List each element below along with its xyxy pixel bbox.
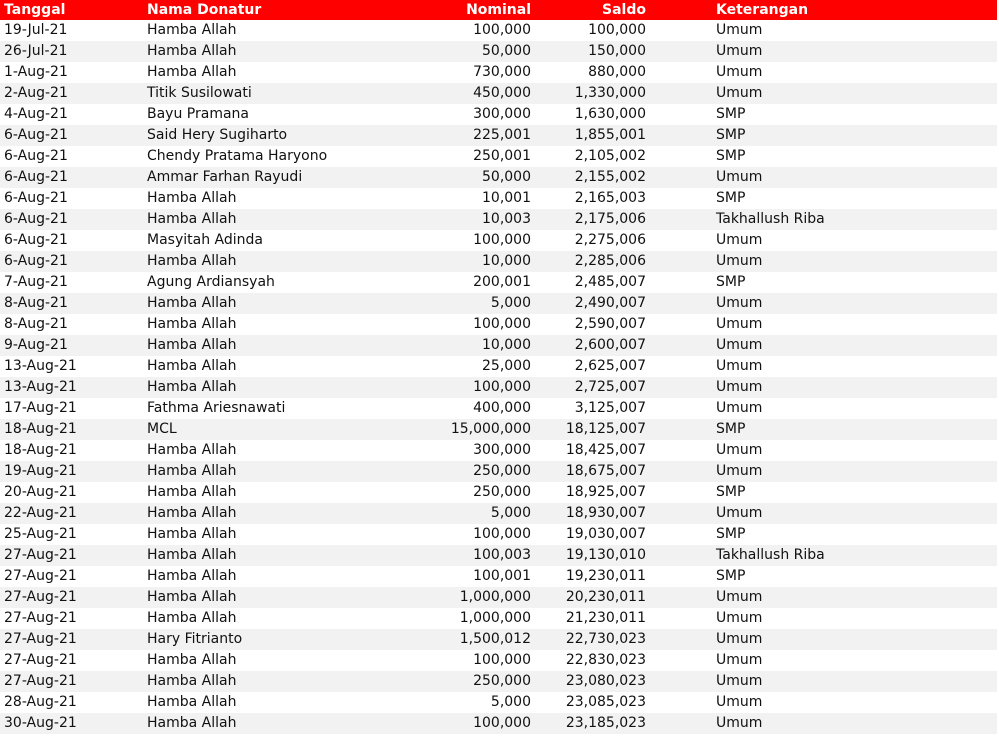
cell-nama-donatur[interactable]: Agung Ardiansyah: [147, 274, 275, 290]
cell-keterangan[interactable]: Umum: [716, 169, 763, 185]
cell-saldo[interactable]: 3,125,007: [574, 400, 646, 416]
cell-keterangan[interactable]: SMP: [716, 568, 746, 584]
cell-nominal[interactable]: 5,000: [490, 694, 531, 710]
cell-saldo[interactable]: 2,155,002: [574, 169, 646, 185]
table-row[interactable]: [0, 20, 997, 41]
cell-nama-donatur[interactable]: Hamba Allah: [147, 505, 237, 521]
cell-saldo[interactable]: 18,425,007: [565, 442, 646, 458]
cell-tanggal[interactable]: 6-Aug-21: [4, 232, 68, 248]
cell-keterangan[interactable]: Umum: [716, 610, 763, 626]
cell-nama-donatur[interactable]: Masyitah Adinda: [147, 232, 263, 248]
cell-nama-donatur[interactable]: Hamba Allah: [147, 568, 237, 584]
cell-keterangan[interactable]: SMP: [716, 106, 746, 122]
cell-nama-donatur[interactable]: Hamba Allah: [147, 463, 237, 479]
cell-saldo[interactable]: 150,000: [588, 43, 646, 59]
cell-keterangan[interactable]: Umum: [716, 337, 763, 353]
cell-nominal[interactable]: 5,000: [490, 295, 531, 311]
cell-keterangan[interactable]: Umum: [716, 652, 763, 668]
cell-nominal[interactable]: 50,000: [482, 43, 531, 59]
cell-nominal[interactable]: 225,001: [473, 127, 531, 143]
table-row[interactable]: [0, 587, 997, 608]
cell-nama-donatur[interactable]: Hamba Allah: [147, 547, 237, 563]
cell-nama-donatur[interactable]: Said Hery Sugiharto: [147, 127, 288, 143]
cell-saldo[interactable]: 18,925,007: [565, 484, 646, 500]
cell-nominal[interactable]: 250,001: [473, 148, 531, 164]
cell-nama-donatur[interactable]: Hamba Allah: [147, 673, 237, 689]
cell-keterangan[interactable]: Umum: [716, 673, 763, 689]
cell-saldo[interactable]: 20,230,011: [565, 589, 646, 605]
cell-keterangan[interactable]: Takhallush Riba: [716, 211, 825, 227]
table-row[interactable]: [0, 209, 997, 230]
cell-nama-donatur[interactable]: Hamba Allah: [147, 694, 237, 710]
cell-keterangan[interactable]: Umum: [716, 442, 763, 458]
cell-nominal[interactable]: 100,001: [473, 568, 531, 584]
cell-nama-donatur[interactable]: Hamba Allah: [147, 610, 237, 626]
cell-nama-donatur[interactable]: Hamba Allah: [147, 442, 237, 458]
cell-saldo[interactable]: 18,930,007: [565, 505, 646, 521]
cell-nominal[interactable]: 200,001: [473, 274, 531, 290]
cell-nama-donatur[interactable]: Hamba Allah: [147, 358, 237, 374]
cell-keterangan[interactable]: Umum: [716, 589, 763, 605]
cell-keterangan[interactable]: Umum: [716, 85, 763, 101]
header-nama-donatur[interactable]: Nama Donatur: [147, 2, 262, 18]
cell-keterangan[interactable]: Takhallush Riba: [716, 547, 825, 563]
table-row[interactable]: [0, 524, 997, 545]
cell-tanggal[interactable]: 27-Aug-21: [4, 589, 77, 605]
cell-keterangan[interactable]: SMP: [716, 274, 746, 290]
cell-nama-donatur[interactable]: Hary Fitrianto: [147, 631, 243, 647]
cell-nama-donatur[interactable]: Hamba Allah: [147, 316, 237, 332]
table-row[interactable]: [0, 419, 997, 440]
table-row[interactable]: [0, 440, 997, 461]
cell-nominal[interactable]: 100,000: [473, 232, 531, 248]
cell-nominal[interactable]: 100,000: [473, 652, 531, 668]
table-row[interactable]: [0, 398, 997, 419]
cell-nominal[interactable]: 300,000: [473, 442, 531, 458]
cell-saldo[interactable]: 2,485,007: [574, 274, 646, 290]
table-row[interactable]: [0, 188, 997, 209]
table-row[interactable]: [0, 41, 997, 62]
cell-tanggal[interactable]: 19-Aug-21: [4, 463, 77, 479]
cell-saldo[interactable]: 18,125,007: [565, 421, 646, 437]
cell-saldo[interactable]: 2,725,007: [574, 379, 646, 395]
cell-nominal[interactable]: 100,000: [473, 526, 531, 542]
cell-tanggal[interactable]: 18-Aug-21: [4, 421, 77, 437]
cell-tanggal[interactable]: 27-Aug-21: [4, 652, 77, 668]
cell-tanggal[interactable]: 13-Aug-21: [4, 358, 77, 374]
table-row[interactable]: [0, 650, 997, 671]
cell-saldo[interactable]: 880,000: [588, 64, 646, 80]
table-row[interactable]: [0, 713, 997, 734]
cell-nominal[interactable]: 50,000: [482, 169, 531, 185]
cell-saldo[interactable]: 2,625,007: [574, 358, 646, 374]
cell-tanggal[interactable]: 4-Aug-21: [4, 106, 68, 122]
cell-nominal[interactable]: 5,000: [490, 505, 531, 521]
cell-saldo[interactable]: 1,630,000: [574, 106, 646, 122]
cell-tanggal[interactable]: 6-Aug-21: [4, 190, 68, 206]
cell-tanggal[interactable]: 26-Jul-21: [4, 43, 68, 59]
cell-nominal[interactable]: 10,001: [482, 190, 531, 206]
cell-saldo[interactable]: 2,285,006: [574, 253, 646, 269]
cell-keterangan[interactable]: Umum: [716, 64, 763, 80]
cell-nama-donatur[interactable]: Hamba Allah: [147, 253, 237, 269]
cell-tanggal[interactable]: 9-Aug-21: [4, 337, 68, 353]
cell-nominal[interactable]: 250,000: [473, 673, 531, 689]
cell-nama-donatur[interactable]: Hamba Allah: [147, 484, 237, 500]
table-row[interactable]: [0, 629, 997, 650]
table-row[interactable]: [0, 545, 997, 566]
table-row[interactable]: [0, 272, 997, 293]
cell-nominal[interactable]: 100,000: [473, 22, 531, 38]
cell-saldo[interactable]: 2,175,006: [574, 211, 646, 227]
cell-keterangan[interactable]: Umum: [716, 379, 763, 395]
header-row: [0, 0, 997, 20]
cell-keterangan[interactable]: Umum: [716, 358, 763, 374]
cell-keterangan[interactable]: SMP: [716, 127, 746, 143]
cell-keterangan[interactable]: Umum: [716, 715, 763, 731]
cell-tanggal[interactable]: 27-Aug-21: [4, 547, 77, 563]
header-keterangan[interactable]: Keterangan: [716, 2, 809, 18]
cell-nominal[interactable]: 15,000,000: [450, 421, 531, 437]
cell-nominal[interactable]: 400,000: [473, 400, 531, 416]
table-row[interactable]: [0, 692, 997, 713]
cell-nominal[interactable]: 10,003: [482, 211, 531, 227]
table-row[interactable]: [0, 167, 997, 188]
cell-tanggal[interactable]: 1-Aug-21: [4, 64, 68, 80]
cell-keterangan[interactable]: Umum: [716, 43, 763, 59]
cell-nama-donatur[interactable]: Hamba Allah: [147, 589, 237, 605]
cell-saldo[interactable]: 2,105,002: [574, 148, 646, 164]
cell-nama-donatur[interactable]: Ammar Farhan Rayudi: [147, 169, 303, 185]
table-row[interactable]: [0, 461, 997, 482]
cell-tanggal[interactable]: 6-Aug-21: [4, 253, 68, 269]
cell-nominal[interactable]: 100,000: [473, 316, 531, 332]
cell-nama-donatur[interactable]: MCL: [147, 421, 177, 437]
cell-saldo[interactable]: 100,000: [588, 22, 646, 38]
cell-nominal[interactable]: 1,500,012: [459, 631, 531, 647]
cell-nominal[interactable]: 1,000,000: [459, 610, 531, 626]
cell-keterangan[interactable]: SMP: [716, 421, 746, 437]
cell-nama-donatur[interactable]: Hamba Allah: [147, 64, 237, 80]
cell-saldo[interactable]: 19,230,011: [565, 568, 646, 584]
cell-nominal[interactable]: 250,000: [473, 463, 531, 479]
table-row[interactable]: [0, 293, 997, 314]
cell-tanggal[interactable]: 7-Aug-21: [4, 274, 68, 290]
cell-saldo[interactable]: 23,085,023: [565, 694, 646, 710]
cell-nama-donatur[interactable]: Hamba Allah: [147, 43, 237, 59]
cell-saldo[interactable]: 2,600,007: [574, 337, 646, 353]
cell-nama-donatur[interactable]: Fathma Ariesnawati: [147, 400, 286, 416]
cell-saldo[interactable]: 22,730,023: [565, 631, 646, 647]
cell-nama-donatur[interactable]: Hamba Allah: [147, 337, 237, 353]
cell-keterangan[interactable]: Umum: [716, 694, 763, 710]
cell-keterangan[interactable]: Umum: [716, 631, 763, 647]
table-row[interactable]: [0, 566, 997, 587]
table-row[interactable]: [0, 251, 997, 272]
cell-keterangan[interactable]: Umum: [716, 316, 763, 332]
cell-keterangan[interactable]: Umum: [716, 253, 763, 269]
cell-keterangan[interactable]: Umum: [716, 400, 763, 416]
cell-keterangan[interactable]: Umum: [716, 232, 763, 248]
cell-tanggal[interactable]: 13-Aug-21: [4, 379, 77, 395]
cell-saldo[interactable]: 2,490,007: [574, 295, 646, 311]
header-nominal[interactable]: Nominal: [466, 2, 531, 18]
cell-nominal[interactable]: 250,000: [473, 484, 531, 500]
cell-tanggal[interactable]: 27-Aug-21: [4, 568, 77, 584]
table-row[interactable]: [0, 104, 997, 125]
table-row[interactable]: [0, 314, 997, 335]
table-row[interactable]: [0, 608, 997, 629]
cell-tanggal[interactable]: 27-Aug-21: [4, 610, 77, 626]
cell-tanggal[interactable]: 20-Aug-21: [4, 484, 77, 500]
cell-tanggal[interactable]: 18-Aug-21: [4, 442, 77, 458]
cell-tanggal[interactable]: 17-Aug-21: [4, 400, 77, 416]
cell-tanggal[interactable]: 27-Aug-21: [4, 673, 77, 689]
table-row[interactable]: [0, 503, 997, 524]
table-row[interactable]: [0, 146, 997, 167]
cell-saldo[interactable]: 2,165,003: [574, 190, 646, 206]
cell-tanggal[interactable]: 30-Aug-21: [4, 715, 77, 731]
table-row[interactable]: [0, 671, 997, 692]
table-row[interactable]: [0, 230, 997, 251]
cell-keterangan[interactable]: SMP: [716, 526, 746, 542]
cell-nama-donatur[interactable]: Hamba Allah: [147, 211, 237, 227]
table-row[interactable]: [0, 83, 997, 104]
cell-tanggal[interactable]: 27-Aug-21: [4, 631, 77, 647]
cell-nama-donatur[interactable]: Hamba Allah: [147, 526, 237, 542]
cell-nama-donatur[interactable]: Bayu Pramana: [147, 106, 249, 122]
cell-nominal[interactable]: 1,000,000: [459, 589, 531, 605]
cell-tanggal[interactable]: 8-Aug-21: [4, 295, 68, 311]
cell-nama-donatur[interactable]: Hamba Allah: [147, 22, 237, 38]
cell-saldo[interactable]: 21,230,011: [565, 610, 646, 626]
cell-nominal[interactable]: 10,000: [482, 337, 531, 353]
cell-nama-donatur[interactable]: Titik Susilowati: [147, 85, 252, 101]
cell-keterangan[interactable]: Umum: [716, 463, 763, 479]
cell-tanggal[interactable]: 6-Aug-21: [4, 211, 68, 227]
cell-tanggal[interactable]: 8-Aug-21: [4, 316, 68, 332]
cell-tanggal[interactable]: 2-Aug-21: [4, 85, 68, 101]
cell-nama-donatur[interactable]: Hamba Allah: [147, 379, 237, 395]
table-row[interactable]: [0, 356, 997, 377]
cell-tanggal[interactable]: 6-Aug-21: [4, 169, 68, 185]
cell-saldo[interactable]: 23,185,023: [565, 715, 646, 731]
cell-tanggal[interactable]: 22-Aug-21: [4, 505, 77, 521]
cell-saldo[interactable]: 22,830,023: [565, 652, 646, 668]
cell-nominal[interactable]: 450,000: [473, 85, 531, 101]
cell-saldo[interactable]: 18,675,007: [565, 463, 646, 479]
cell-keterangan[interactable]: Umum: [716, 505, 763, 521]
cell-saldo[interactable]: 1,855,001: [574, 127, 646, 143]
cell-keterangan[interactable]: Umum: [716, 22, 763, 38]
cell-keterangan[interactable]: SMP: [716, 484, 746, 500]
cell-nominal[interactable]: 100,000: [473, 379, 531, 395]
cell-nominal[interactable]: 100,003: [473, 547, 531, 563]
table-body: [0, 20, 997, 734]
cell-tanggal[interactable]: 19-Jul-21: [4, 22, 68, 38]
header-tanggal[interactable]: Tanggal: [4, 2, 66, 18]
cell-nama-donatur[interactable]: Hamba Allah: [147, 652, 237, 668]
cell-nama-donatur[interactable]: Chendy Pratama Haryono: [147, 148, 328, 164]
table-header: [0, 0, 997, 20]
cell-saldo[interactable]: 2,590,007: [574, 316, 646, 332]
cell-nama-donatur[interactable]: Hamba Allah: [147, 295, 237, 311]
cell-tanggal[interactable]: 28-Aug-21: [4, 694, 77, 710]
cell-nominal[interactable]: 10,000: [482, 253, 531, 269]
cell-nominal[interactable]: 100,000: [473, 715, 531, 731]
cell-keterangan[interactable]: SMP: [716, 148, 746, 164]
cell-saldo[interactable]: 23,080,023: [565, 673, 646, 689]
cell-nama-donatur[interactable]: Hamba Allah: [147, 190, 237, 206]
cell-keterangan[interactable]: Umum: [716, 295, 763, 311]
header-saldo[interactable]: Saldo: [602, 2, 646, 18]
table-row[interactable]: [0, 62, 997, 83]
cell-nama-donatur[interactable]: Hamba Allah: [147, 715, 237, 731]
cell-nominal[interactable]: 25,000: [482, 358, 531, 374]
cell-tanggal[interactable]: 6-Aug-21: [4, 148, 68, 164]
table-row[interactable]: [0, 125, 997, 146]
cell-keterangan[interactable]: SMP: [716, 190, 746, 206]
cell-nominal[interactable]: 300,000: [473, 106, 531, 122]
table-row[interactable]: [0, 377, 997, 398]
cell-tanggal[interactable]: 6-Aug-21: [4, 127, 68, 143]
cell-nominal[interactable]: 730,000: [473, 64, 531, 80]
table-row[interactable]: [0, 482, 997, 503]
cell-saldo[interactable]: 19,030,007: [565, 526, 646, 542]
cell-saldo[interactable]: 1,330,000: [574, 85, 646, 101]
table-row[interactable]: [0, 335, 997, 356]
cell-saldo[interactable]: 19,130,010: [565, 547, 646, 563]
cell-saldo[interactable]: 2,275,006: [574, 232, 646, 248]
cell-tanggal[interactable]: 25-Aug-21: [4, 526, 77, 542]
